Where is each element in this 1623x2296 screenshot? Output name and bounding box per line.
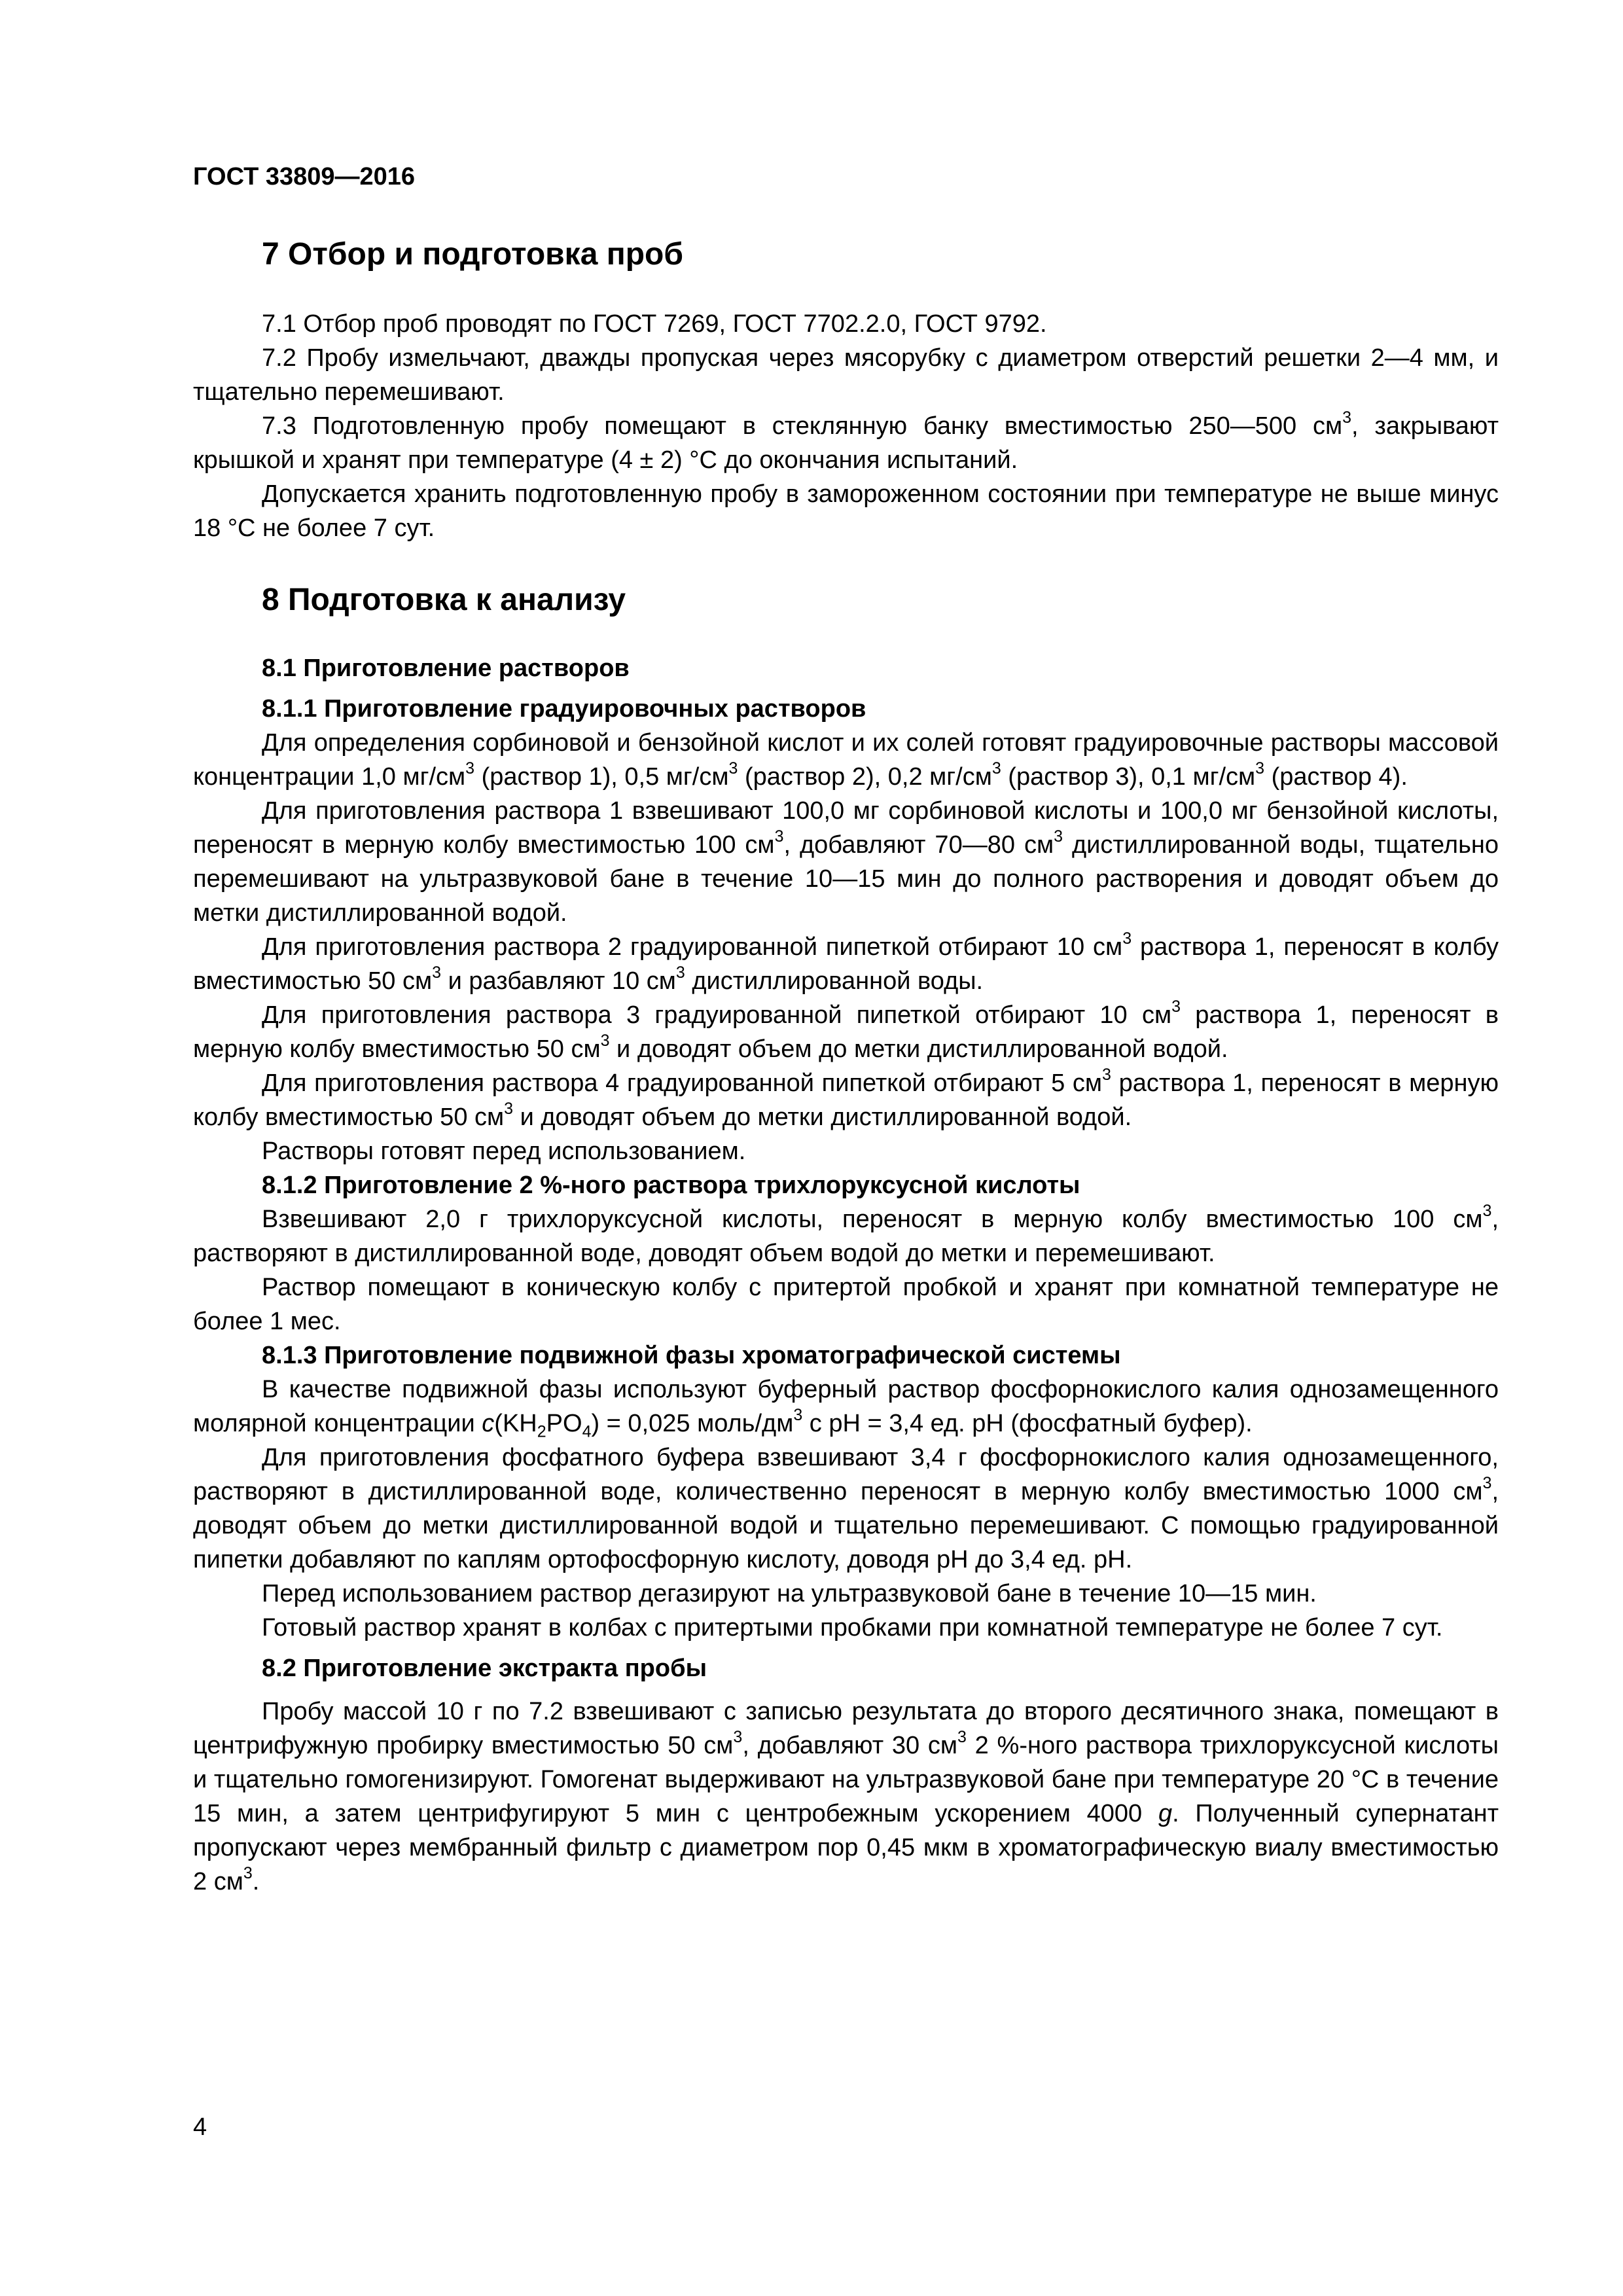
paragraph-prepare-before-use: Растворы готовят перед использованием. — [262, 1138, 746, 1165]
section-8-1-1-title: 8.1.1 Приготовление градуировочных растворов — [262, 695, 866, 723]
page-number: 4 — [193, 2113, 207, 2141]
section-8-title: 8 Подготовка к анализу — [262, 583, 626, 617]
paragraph-solution-3: Для приготовления раствора 3 градуированной пипеткой отбирают 10 $см^3$ раствора 1, переносят в мерную колбу вместимостью 50 $см^3$ и доводят объем до метки дистиллированной водой. — [193, 997, 1499, 1063]
paragraph-solution-1: Для приготовления раствора 1 взвешивают 100,0 мг сорбиновой кислоты и 100,0 мг бензойной кислоты, переносят в мерную колбу вместимостью 100 $см^3$, добавляют 70—80 $см^3$ дистиллированной воды, тщательно перемешивают на ультразвуковой бане в течение 10—15 мин до полного растворения и доводят объем до метки дистиллированной водой. — [193, 797, 1499, 927]
section-8-1-3-title: 8.1.3 Приготовление подвижной фазы хроматографической системы — [262, 1342, 1121, 1369]
paragraph-8-1-3-storage: Готовый раствор хранят в колбах с притертыми пробками при комнатной температуре не более 7 сут. — [262, 1614, 1443, 1641]
paragraph-8-1-3-buffer-prep: Для приготовления фосфатного буфера взвешивают 3,4 г фосфорнокислого калия однозамещенного, растворяют в дистиллированной воде, количественно переносят в мерную колбу вместимостью 1000 $см^3$, доводят объем до метки дистиллированной водой и тщательно перемешивают. С помощью градуированной пипетки добавляют по каплям ортофосфорную кислоту, доводя pH до 3,4 ед. pH. — [193, 1444, 1499, 1573]
section-8-1-title: 8.1 Приготовление растворов — [262, 655, 630, 682]
paragraph-8-1-2-weighing: Взвешивают 2,0 г трихлоруксусной кислоты, переносят в мерную колбу вместимостью 100 $см^3$, растворяют в дистиллированной воде, доводят объем водой до метки и перемешивают. — [193, 1202, 1499, 1267]
document-page — [193, 160, 1499, 1899]
paragraph-8-1-1-concentrations: Для определения сорбиновой и бензойной кислот и их солей готовят градуировочные растворы массовой концентрации 1,0 $мг/см^3$ (раствор 1), 0,5 $мг/см^3$ (раствор 2), 0,2 $мг/см^3$ (раствор 3), 0,1 $мг/см^3$ (раствор 4). — [193, 729, 1499, 791]
paragraph-solution-2: Для приготовления раствора 2 градуированной пипеткой отбирают 10 $см^3$ раствора 1, переносят в колбу вместимостью 50 $см^3$ и разбавляют 10 $см^3$ дистиллированной воды. — [193, 929, 1499, 995]
paragraph-8-1-3-degassing: Перед использованием раствор дегазируют на ультразвуковой бане в течение 10—15 мин. — [262, 1580, 1317, 1607]
paragraph-7-2: 7.2 Пробу измельчают, дважды пропуская через мясорубку с диаметром отверстий решетки 2—4 мм, и тщательно перемешивают. — [193, 344, 1499, 406]
superscript: 3 — [1342, 408, 1351, 427]
paragraph-solution-4: Для приготовления раствора 4 градуированной пипеткой отбирают 5 $см^3$ раствора 1, переносят в мерную колбу вместимостью 50 $см^3$ и доводят объем до метки дистиллированной водой. — [193, 1066, 1499, 1131]
section-8-1-2-title: 8.1.2 Приготовление 2 %-ного раствора трихлоруксусной кислоты — [262, 1172, 1080, 1199]
document-header: ГОСТ 33809—2016 — [193, 163, 416, 190]
paragraph-8-2-extract: Пробу массой 10 г по 7.2 взвешивают с записью результата до второго десятичного знака, помещают в центрифужную пробирку вместимостью 50 $см^3$, добавляют 30 $см^3$ 2 %-ного раствора трихлоруксусной кислоты и тщательно гомогенизируют. Гомогенат выдерживают на ультразвуковой бане при температуре 20 °С в течение 15 мин, а затем центрифугируют 5 мин с центробежным ускорением 4000 g. Полученный супернатант пропускают через мембранный фильтр с диаметром пор 0,45 мкм в хроматографическую виалу вместимостью 2 $см^3$. — [193, 1698, 1499, 1895]
paragraph-8-1-3-mobile-phase: В качестве подвижной фазы используют буферный раствор фосфорнокислого калия однозамещенного молярной концентрации $c(KH_2PO_4) = 0,025$ моль/$дм^3$ с pH = 3,4 ед. pH (фосфатный буфер). — [193, 1376, 1499, 1441]
paragraph-7-3: 7.3 Подготовленную пробу помещают в стеклянную банку вместимостью 250—500 $см^3$, закрывают крышкой и хранят при температуре (4 ± 2) °С до окончания испытаний. — [193, 408, 1499, 474]
section-8-2-title: 8.2 Приготовление экстракта пробы — [262, 1655, 707, 1682]
paragraph-7-1: 7.1 Отбор проб проводят по ГОСТ 7269, ГОСТ 7702.2.0, ГОСТ 9792. — [262, 310, 1047, 338]
section-7-title: 7 Отбор и подготовка проб — [262, 237, 684, 272]
paragraph-7-frozen-storage: Допускается хранить подготовленную пробу в замороженном состоянии при температуре не выше минус 18 °С не более 7 сут. — [193, 480, 1499, 542]
paragraph-8-1-2-storage: Раствор помещают в коническую колбу с притертой пробкой и хранят при комнатной температуре не более 1 мес. — [193, 1274, 1499, 1335]
